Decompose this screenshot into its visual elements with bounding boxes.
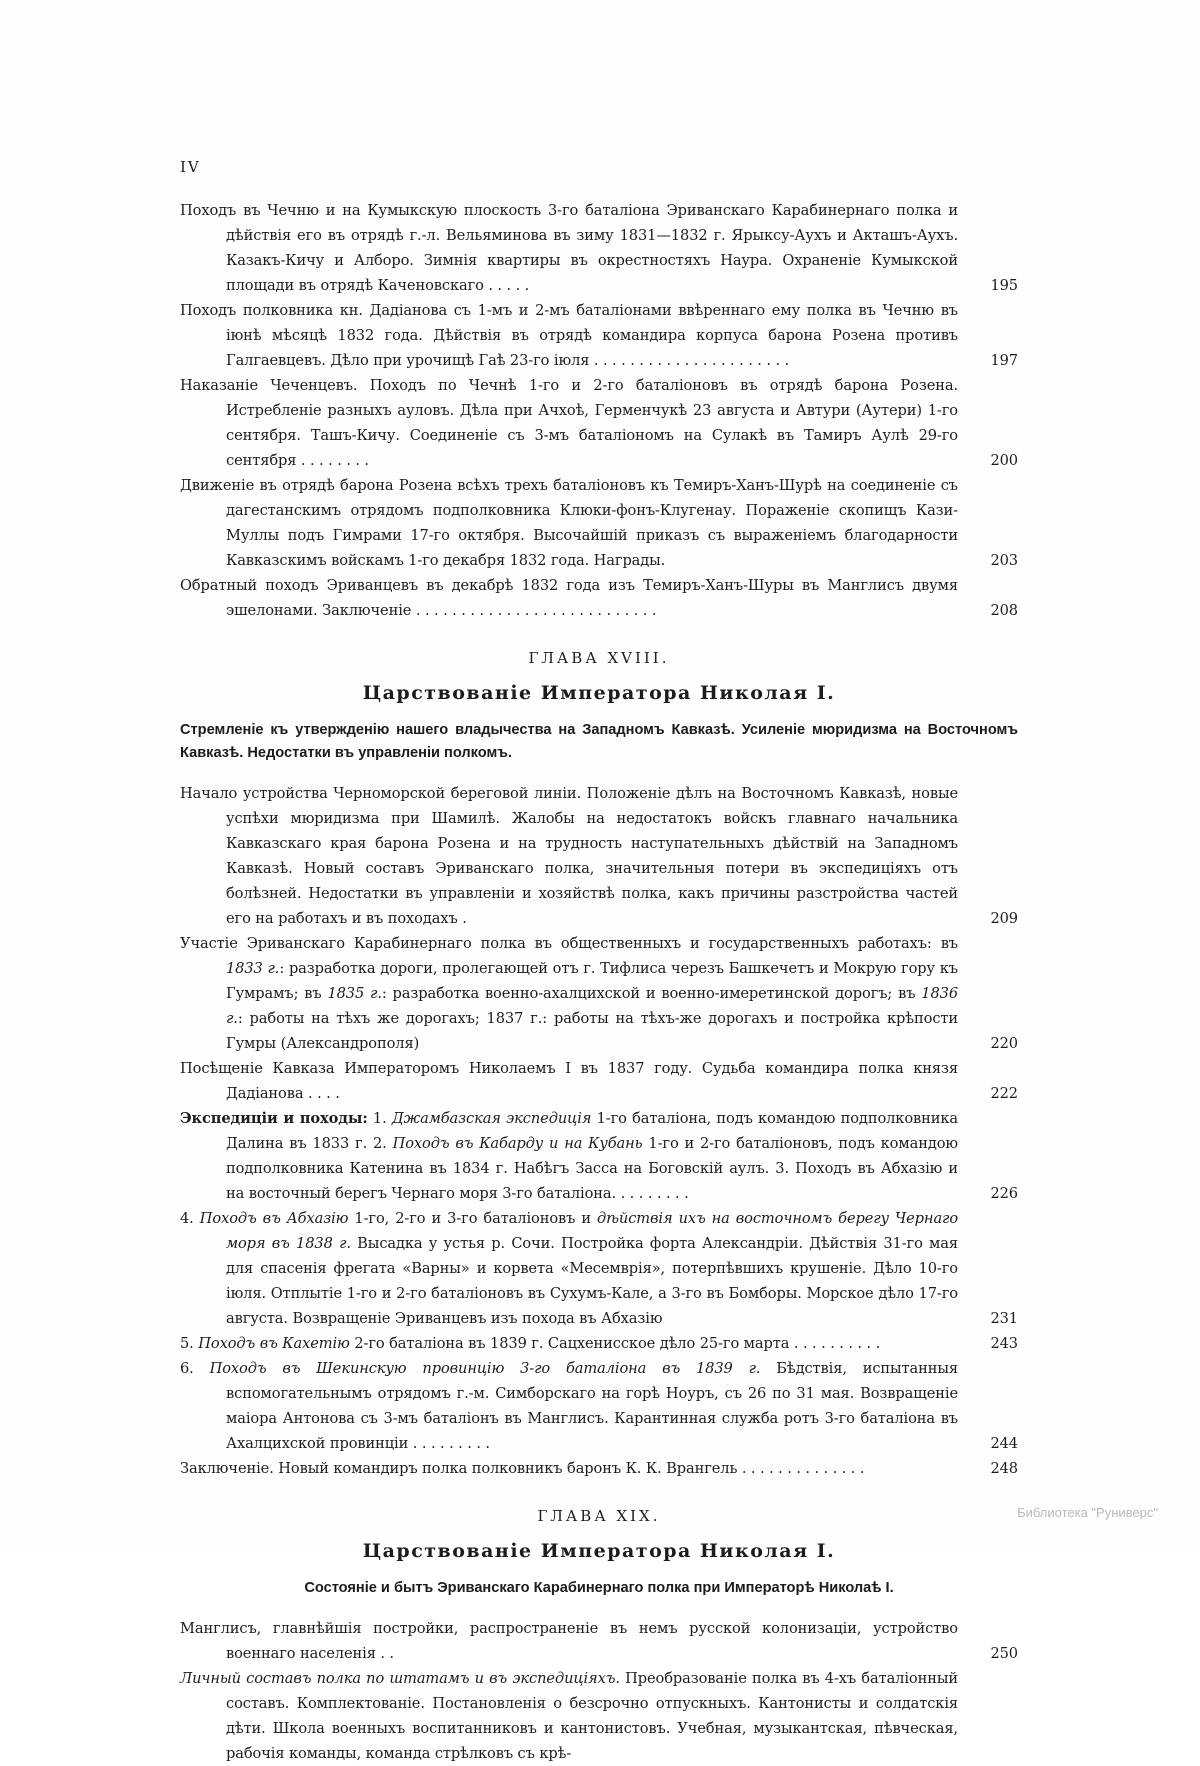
toc-entry — [180, 1331, 1018, 1356]
toc-entry-text: Наказаніе Чеченцевъ. Походъ по Чечнѣ 1-го и 2-го баталіоновъ въ отрядѣ барона Розена. Истребленіе разныхъ ауловъ. Дѣла при Ачхоѣ, Герменчукѣ 23 августа и Автури (Аутери) 1-го сентября. Ташъ-Кичу. Соединеніе съ 3-мъ баталіономъ на Сулакѣ въ Тамиръ Аулѣ 29-го сентября . . . . . . . . — [180, 377, 958, 469]
toc-entry-text: Посѣщеніе Кавказа Императоромъ Николаемъ I въ 1837 году. Судьба командира полка князя Дадіанова . . . . — [180, 1060, 958, 1102]
toc-entry — [180, 198, 1018, 298]
page-number: IV — [180, 158, 201, 176]
chapter-label: ГЛАВА XIX. — [537, 1507, 661, 1525]
watermark: Библиотека "Руниверс" — [1017, 1505, 1158, 1520]
toc-entry-page-number: 248 — [990, 1460, 1018, 1477]
toc-entry-text: Походъ въ Чечню и на Кумыкскую плоскость 3-го баталіона Эриванскаго Карабинернаго полка и дѣйствія его въ отрядѣ г.-л. Вельяминова въ зиму 1831—1832 г. Ярыксу-Аухъ и Акташъ-Аухъ. Казакъ-Кичу и Алборо. Зимнія квартиры въ окрестностяхъ Наура. Охраненіе Кумыкской площади въ отрядѣ Каченовскаго . . . . . — [180, 202, 958, 294]
toc-entry-text: Личный составъ полка по штатамъ и въ экспедиціяхъ. Преобразованіе полка въ 4-хъ баталіонный составъ. Комплектованіе. Постановленія о безсрочно отпускныхъ. Кантонисты и солдатскія дѣти. Школа военныхъ воспитанниковъ и кантонистовъ. Учебная, музыкантская, пѣвческая, рабочія команды, команда стрѣлковъ съ крѣ- — [180, 1670, 958, 1762]
toc-entry — [180, 1616, 1018, 1666]
toc-entry-page-number: 197 — [990, 352, 1018, 369]
toc-entry — [180, 473, 1018, 573]
chapter-title: Царствованіе Императора Николая I. — [362, 1540, 836, 1562]
toc-entry — [180, 1666, 1018, 1766]
toc-entry-page-number: 203 — [990, 552, 1018, 569]
chapter-subtitle: Стремленіе къ утвержденію нашего владычества на Западномъ Кавказѣ. Усиленіе мюридизма на Восточномъ Кавказѣ. Недостатки въ управленіи полкомъ. — [180, 722, 1018, 761]
toc-entry-text: Участіе Эриванскаго Карабинернаго полка въ общественныхъ и государственныхъ работахъ: въ 1833 г.: разработка дороги, пролегающей отъ г. Тифлиса черезъ Башкечетъ и Мокрую гору къ Гумрамъ; въ 1835 г.: разработка военно-ахалцихской и военно-имеретинской дорогъ; въ 1836 г.: работы на тѣхъ же дорогахъ; 1837 г.: работы на тѣхъ-же дорогахъ и постройка крѣпости Гумры (Александрополя) — [180, 935, 959, 1052]
toc-entry-text: 4. Походъ въ Абхазію 1-го, 2-го и 3-го баталіоновъ и дѣйствія ихъ на восточномъ берегу Чернаго моря въ 1838 г. Высадка у устья р. Сочи. Постройка форта Александріи. Дѣйствія 31-го мая для спасенія фрегата «Варны» и корвета «Месемврія», потерпѣвшихъ крушеніе. Дѣло 10-го іюля. Отплытіе 1-го и 2-го баталіоновъ въ Сухумъ-Кале, а 3-го въ Бомборы. Морское дѣло 17-го августа. Возвращеніе Эриванцевъ изъ похода въ Абхазію — [180, 1210, 959, 1327]
chapter-label: ГЛАВА XVIII. — [528, 649, 670, 667]
table-of-contents — [180, 198, 1018, 1766]
toc-entry — [180, 1106, 1018, 1206]
toc-entry — [180, 373, 1018, 473]
chapter-heading-block — [180, 649, 1018, 765]
toc-entry-page-number: 231 — [990, 1310, 1018, 1327]
toc-entry-text: 5. Походъ въ Кахетію 2-го баталіона въ 1839 г. Сацхенисское дѣло 25-го марта . . . . . . . . . . — [180, 1335, 881, 1352]
text-column — [180, 158, 1018, 1766]
toc-entry — [180, 781, 1018, 931]
toc-entry — [180, 931, 1018, 1056]
toc-entry-page-number: 244 — [990, 1435, 1018, 1452]
toc-entry — [180, 298, 1018, 373]
toc-entry — [180, 1206, 1018, 1331]
toc-entry-text: Обратный походъ Эриванцевъ въ декабрѣ 1832 года изъ Темиръ-Ханъ-Шуры въ Манглисъ двумя эшелонами. Заключеніе . . . . . . . . . . . . . . . . . . . . . . . . . . . — [180, 577, 958, 619]
toc-entry-page-number: 195 — [990, 277, 1018, 294]
toc-entry-text: Заключеніе. Новый командиръ полка полковникъ баронъ К. К. Врангель . . . . . . . . . . . . . . — [180, 1460, 865, 1477]
toc-entry — [180, 573, 1018, 623]
toc-entry-page-number: 222 — [990, 1085, 1018, 1102]
toc-entry-page-number: 243 — [990, 1335, 1018, 1352]
toc-entry-page-number: 220 — [990, 1035, 1018, 1052]
chapter-subtitle: Состояніе и бытъ Эриванскаго Карабинернаго полка при Императорѣ Николаѣ I. — [304, 1580, 894, 1596]
toc-entry-page-number: 200 — [990, 452, 1018, 469]
toc-entry-page-number: 208 — [990, 602, 1018, 619]
toc-entry-text: Экспедиціи и походы: 1. Джамбазская экспедиція 1-го баталіона, подъ командою подполковника Далина въ 1833 г. 2. Походъ въ Кабарду и на Кубань 1-го и 2-го баталіоновъ, подъ командою подполковника Катенина въ 1834 г. Набѣгъ Засса на Боговскій аулъ. 3. Походъ въ Абхазію и на восточный берегъ Чернаго моря 3-го баталіона. . . . . . . . . — [180, 1110, 959, 1202]
toc-entry-page-number: 250 — [990, 1645, 1018, 1662]
toc-entry-page-number: 209 — [990, 910, 1018, 927]
chapter-title: Царствованіе Императора Николая I. — [362, 682, 836, 704]
toc-entry-text: Походъ полковника кн. Дадіанова съ 1-мъ и 2-мъ баталіонами ввѣреннаго ему полка въ Чечню въ іюнѣ мѣсяцѣ 1832 года. Дѣйствія въ отрядѣ командира корпуса барона Розена противъ Галгаевцевъ. Дѣло при урочищѣ Гаѣ 23-го іюля . . . . . . . . . . . . . . . . . . . . . . — [180, 302, 958, 369]
toc-entry-text: Начало устройства Черноморской береговой линіи. Положеніе дѣлъ на Восточномъ Кавказѣ, новые успѣхи мюридизма при Шамилѣ. Жалобы на недостатокъ войскъ главнаго начальника Кавказскаго края барона Розена и на трудность наступательныхъ дѣйствій на Западномъ Кавказѣ. Новый составъ Эриванскаго полка, значительныя потери въ экспедиціяхъ отъ болѣзней. Недостатки въ управленіи и хозяйствѣ полка, какъ причины разстройства частей его на работахъ и въ походахъ . — [180, 785, 958, 927]
toc-entry — [180, 1056, 1018, 1106]
toc-entry-text: Манглисъ, главнѣйшія постройки, распространеніе въ немъ русской колонизаціи, устройство военнаго населенія . . — [180, 1620, 958, 1662]
toc-entry-text: Движеніе въ отрядѣ барона Розена всѣхъ трехъ баталіоновъ къ Темиръ-Ханъ-Шурѣ на соединеніе съ дагестанскимъ отрядомъ подполковника Клюки-фонъ-Клугенау. Пораженіе скопищъ Кази-Муллы подъ Гимрами 17-го октября. Высочайшій приказъ съ выраженіемъ благодарности Кавказскимъ войскамъ 1-го декабря 1832 года. Награды. — [180, 477, 958, 569]
toc-entry — [180, 1456, 1018, 1481]
toc-entry — [180, 1356, 1018, 1456]
toc-entry-text: 6. Походъ въ Шекинскую провинцію 3-го баталіона въ 1839 г. Бѣдствія, испытанныя вспомогательнымъ отрядомъ г.-м. Симборскаго на горѣ Ноуръ, съ 26 по 31 мая. Возвращеніе маіора Антонова съ 3-мъ баталіонъ въ Манглисъ. Карантинная служба ротъ 3-го баталіона въ Ахалцихской провинціи . . . . . . . . . — [180, 1360, 959, 1452]
toc-entry-page-number: 226 — [990, 1185, 1018, 1202]
chapter-heading-block — [180, 1507, 1018, 1600]
